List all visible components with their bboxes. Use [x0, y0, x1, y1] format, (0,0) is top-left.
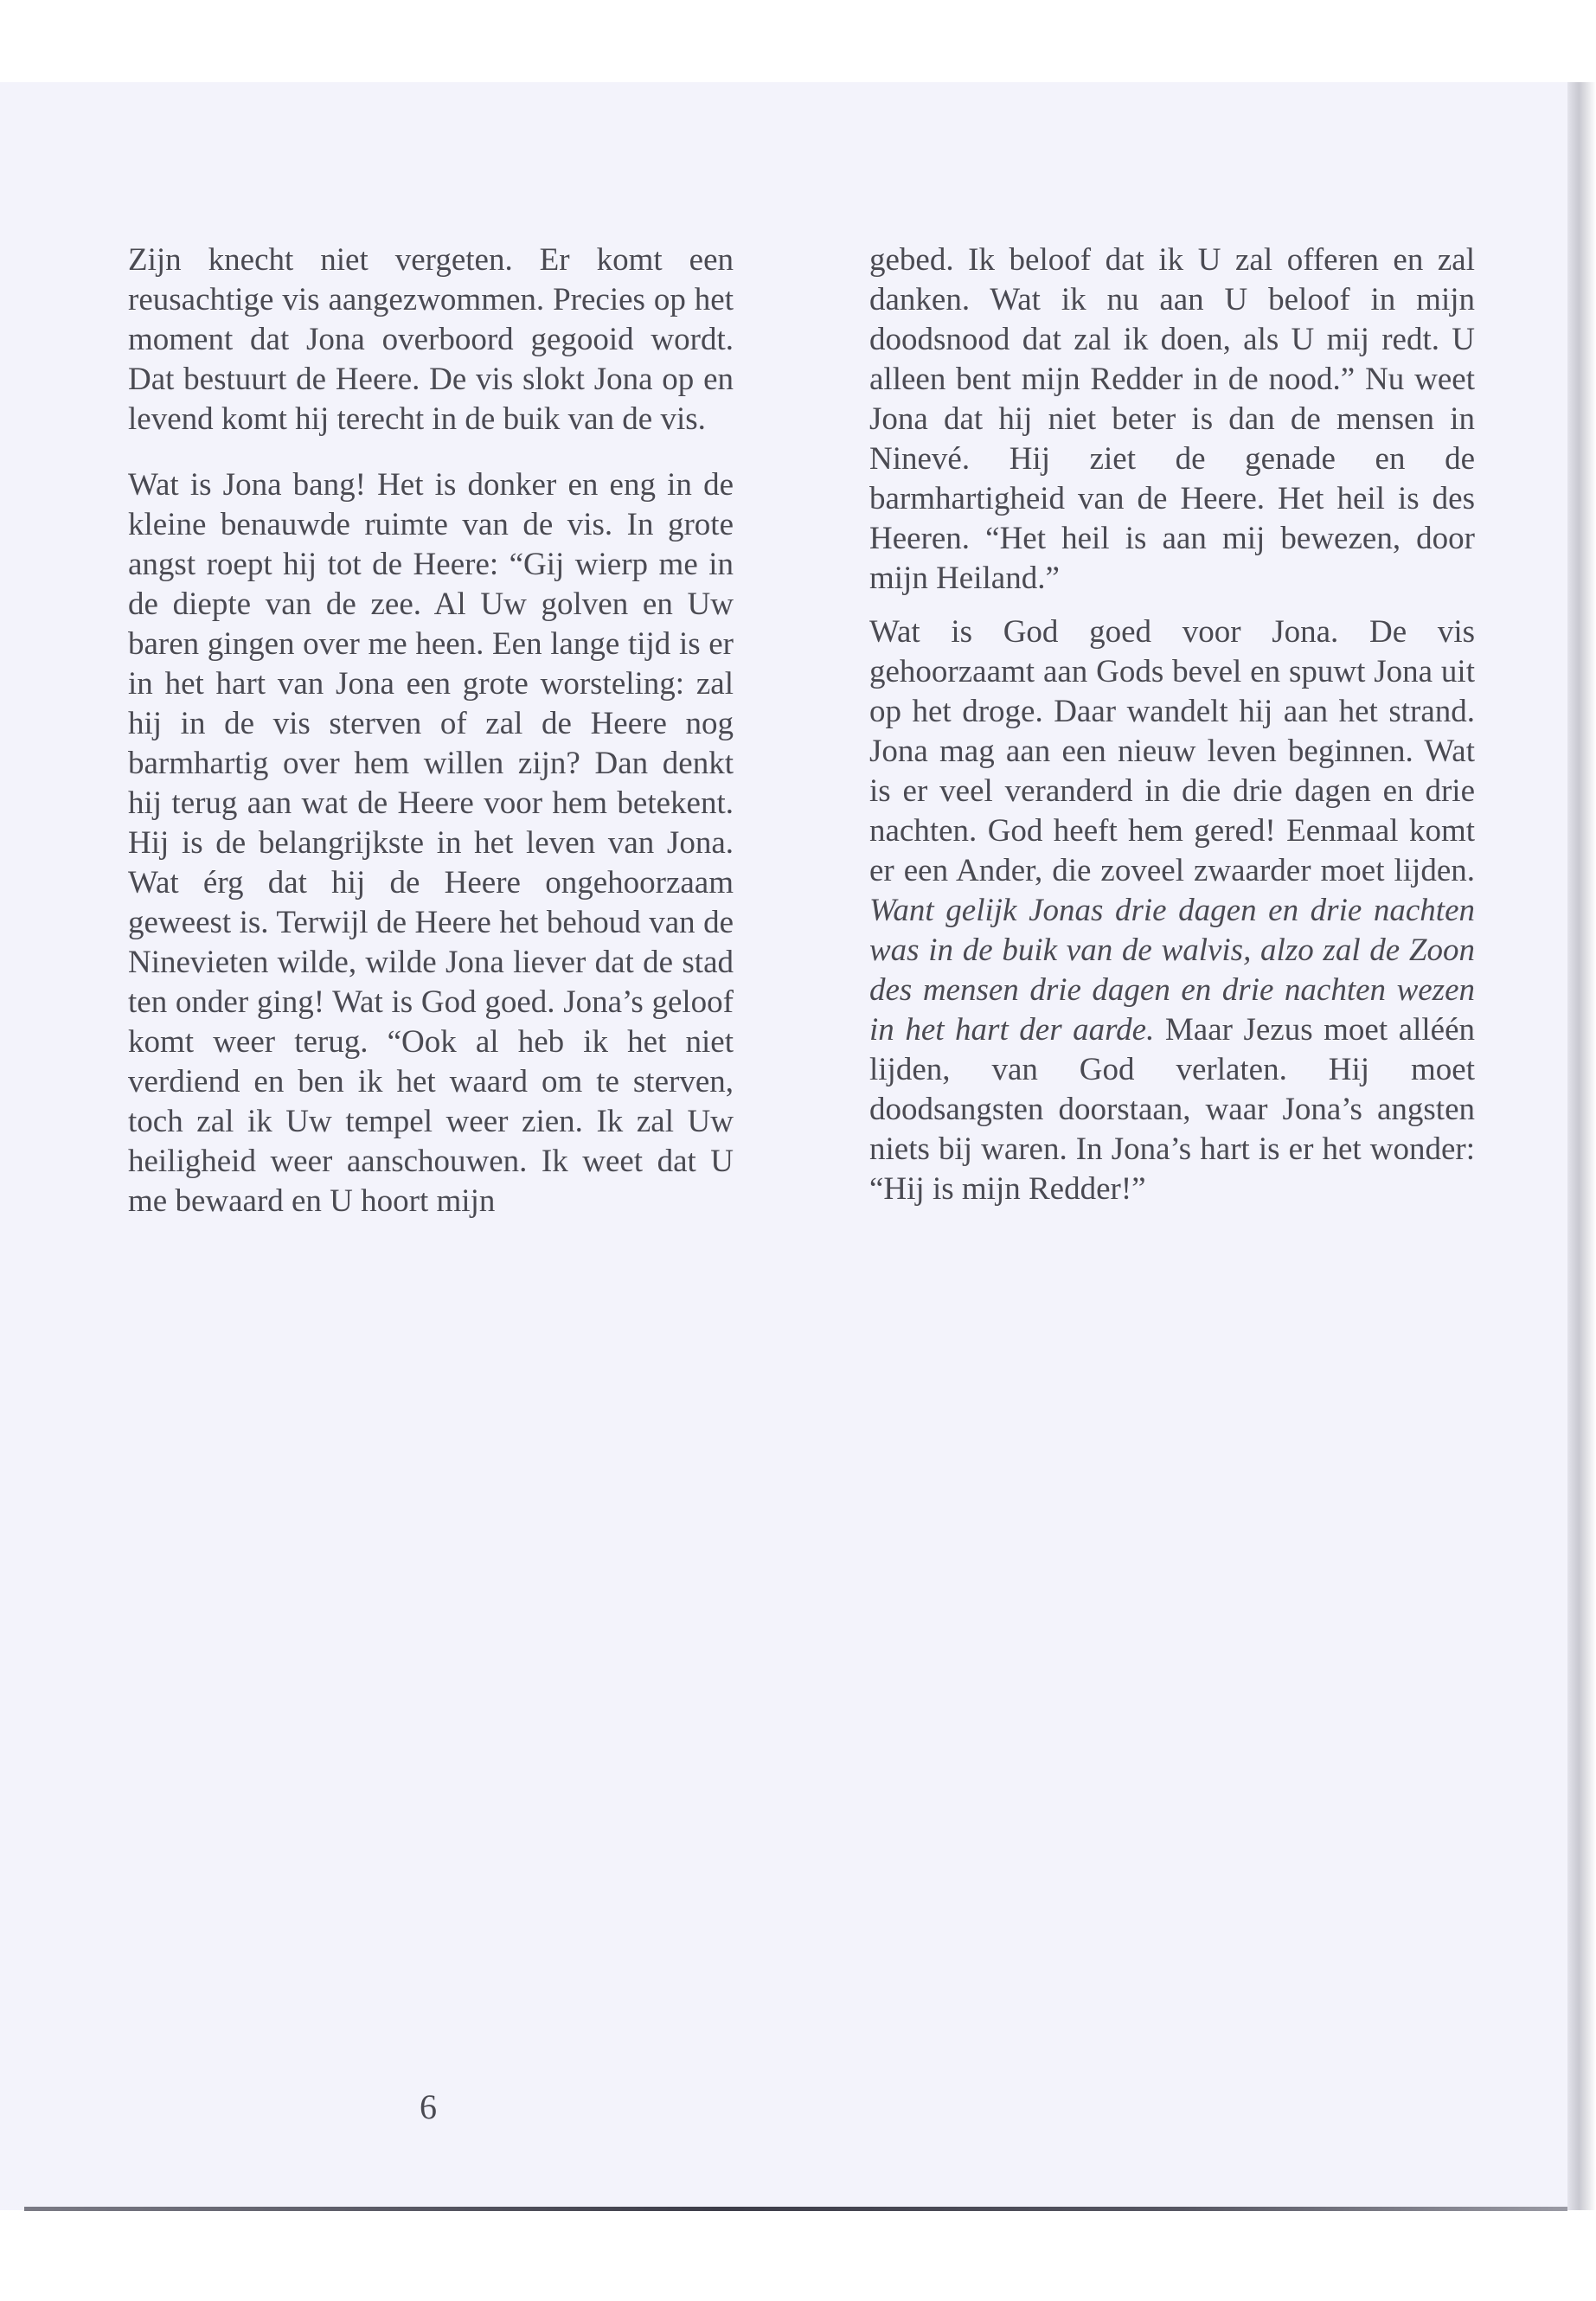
page-number: 6	[420, 2087, 437, 2126]
left-paragraph-1: Zijn knecht niet vergeten. Er komt een reusachtige vis aangezwommen. Precies op het moment dat Jona overboord gegooid wordt. Dat bestuurt de Heere. De vis slokt Jona op en levend komt hij terecht in de buik van de vis.	[128, 242, 734, 437]
bible-quote: Want gelijk Jonas drie dagen en drie nachten was in de buik van de walvis, alzo zal de Zoon des mensen drie dagen en drie nachten wezen in het hart der aarde.	[869, 893, 1475, 1048]
right-paragraph-1: gebed. Ik beloof dat ik U zal offeren en zal danken. Wat ik nu aan U beloof in mijn doodsnood dat zal ik doen, als U mij redt. U alleen bent mijn Redder in de nood.” Nu weet Jona dat hij niet beter is dan de mensen in Ninevé. Hij ziet de genade en de barmhartigheid van de Heere. Het heil is des Heeren. “Het heil is aan mij bewezen, door mijn Heiland.”	[869, 242, 1475, 596]
bottom-edge-line	[24, 2207, 1567, 2211]
right-paragraph-2	[869, 612, 1475, 1209]
left-text-column	[128, 240, 734, 1221]
right-paragraph-2-end: Maar Jezus moet alléén lijden, van God verlaten. Hij moet doodsangsten doorstaan, waar Jona’s angsten niets bij waren. In Jona’s hart is er het wonder: “Hij is mijn Redder!”	[869, 1012, 1475, 1207]
left-paragraph-2: Wat is Jona bang! Het is donker en eng in de kleine benauwde ruimte van de vis. In grote angst roept hij tot de Heere: “Gij wierp me in de diepte van de zee. Al Uw golven en Uw baren gingen over me heen. Een lange tijd is er in het hart van Jona een grote worsteling: zal hij in de vis sterven of zal de Heere nog barmhartig over hem willen zijn? Dan denkt hij terug aan wat de Heere voor hem betekent. Hij is de belangrijkste in het leven van Jona. Wat érg dat hij de Heere ongehoorzaam geweest is. Terwijl de Heere het behoud van de Ninevieten wilde, wilde Jona liever dat de stad ten onder ging! Wat is God goed. Jona’s geloof komt weer terug. “Ook al heb ik het niet verdiend en ben ik het waard om te sterven, toch zal ik Uw tempel weer zien. Ik zal Uw heiligheid weer aanschouwen. Ik weet dat U me bewaard en U hoort mijn	[128, 467, 734, 1219]
right-text-column	[869, 240, 1475, 1209]
right-paragraph-2-start: Wat is God goed voor Jona. De vis gehoorzaamt aan Gods bevel en spuwt Jona uit op het droge. Daar wandelt hij aan het strand. Jona mag aan een nieuw leven beginnen. Wat is er veel veranderd in die drie dagen en drie nachten. God heeft hem gered! Eenmaal komt er een Ander, die zoveel zwaarder moet lijden.	[869, 614, 1475, 888]
page-edge-shadow	[1567, 82, 1596, 2210]
